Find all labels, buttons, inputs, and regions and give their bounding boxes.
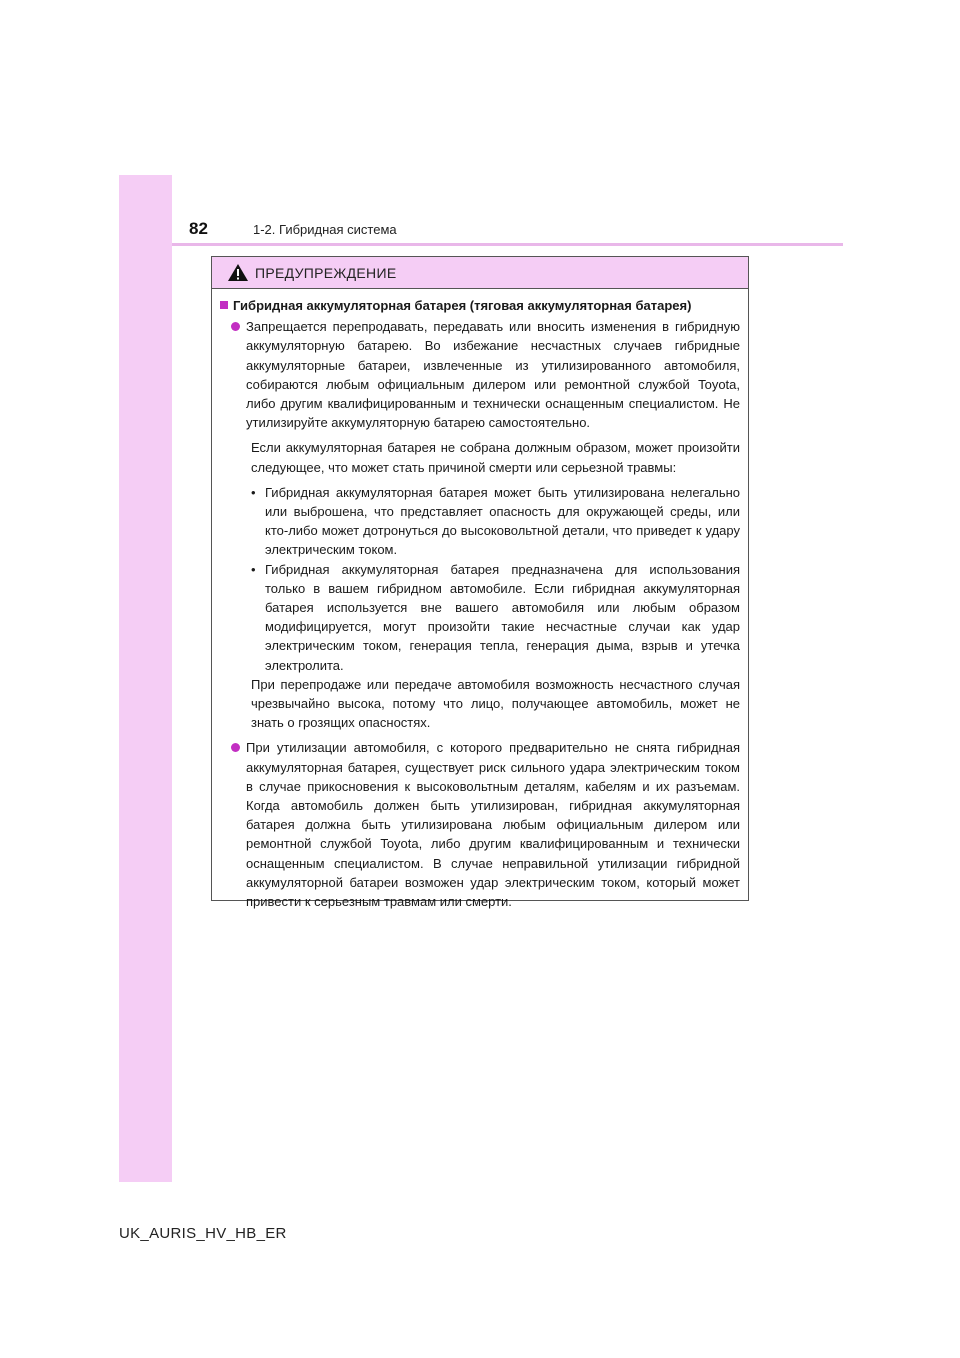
- dot-item-text: Гибридная аккумуляторная батарея может быть утилизирована нелегально или выброшена, что представляет опасность для окружающей среды, или кто-либо может дотронуться до высоковольтной детали, что приведет к удару электрическим током.: [265, 484, 740, 558]
- paragraph: При перепродаже или передаче автомобиля возможность несчастного случая чрезвычайно высока, потому что лицо, получающее автомобиль, может не знать о грозящих опасностях.: [251, 676, 740, 731]
- circle-bullet-icon: [231, 322, 240, 331]
- section-title: 1-2. Гибридная система: [253, 222, 397, 237]
- dot-bullet: •: [251, 484, 256, 500]
- warning-box: [211, 256, 749, 910]
- header-rule: [172, 243, 843, 246]
- dot-item-text: Гибридная аккумуляторная батарея предназначена для использования только в вашем гибридном автомобиле. Если гибридная аккумуляторная батарея используется вне вашего автомобиля или любым образом модифицируется, могут произойти такие несчастные случаи как удар электрическим током, генерация тепла, генерация дыма, взрыв и утечка электролита.: [265, 561, 740, 673]
- page-number: 82: [189, 219, 208, 238]
- warning-subheading: [219, 296, 740, 315]
- bullet-text: Запрещается перепродавать, передавать или вносить изменения в гибридную аккумуляторную батарею. Во избежание несчастных случаев гибридные аккумуляторные батареи, извлеченные из утилизированного автомобиля, собираются любым официальным дилером или ремонтной службой Toyota, либо другим квалифицированным и технически оснащенным специалистом. Не утилизируйте аккумуляторную батарею самостоятельно.: [246, 319, 740, 431]
- paragraph: Если аккумуляторная батарея не собрана должным образом, может произойти следующее, что может стать причиной смерти или серьезной травмы:: [251, 440, 740, 475]
- dot-list-item: [251, 483, 740, 560]
- square-bullet-icon: [220, 301, 228, 309]
- circle-bullet-icon: [231, 743, 240, 752]
- dot-list-item: [251, 560, 740, 675]
- side-color-bar: [119, 175, 172, 1182]
- subheading-text: Гибридная аккумуляторная батарея (тяговая аккумуляторная батарея): [233, 298, 692, 313]
- bullet-item: [219, 738, 740, 911]
- bullet-text: При утилизации автомобиля, с которого предварительно не снята гибридная аккумуляторная батарея, существует риск сильного удара электрическим током в случае прикосновения к высоковольтным деталям, кабелям и их разъемам. Когда автомобиль должен быть утилизирован, гибридная аккумуляторная батарея должна быть утилизирована любым официальным дилером или ремонтной службой Toyota, либо другим квалифицированным и технически оснащенным специалистом. В случае неправильной утилизации гибридной аккумуляторной батареи возможен удар электрическим током, который может привести к серьезным травмам или смерти.: [246, 740, 740, 910]
- bullet-item: [219, 317, 740, 432]
- warning-triangle-icon: [227, 263, 249, 282]
- warning-body: [212, 289, 748, 911]
- warning-header: [212, 257, 748, 289]
- warning-title: ПРЕДУПРЕЖДЕНИЕ: [255, 264, 397, 281]
- dot-bullet: •: [251, 561, 256, 577]
- document-code: UK_AURIS_HV_HB_ER: [119, 1225, 287, 1242]
